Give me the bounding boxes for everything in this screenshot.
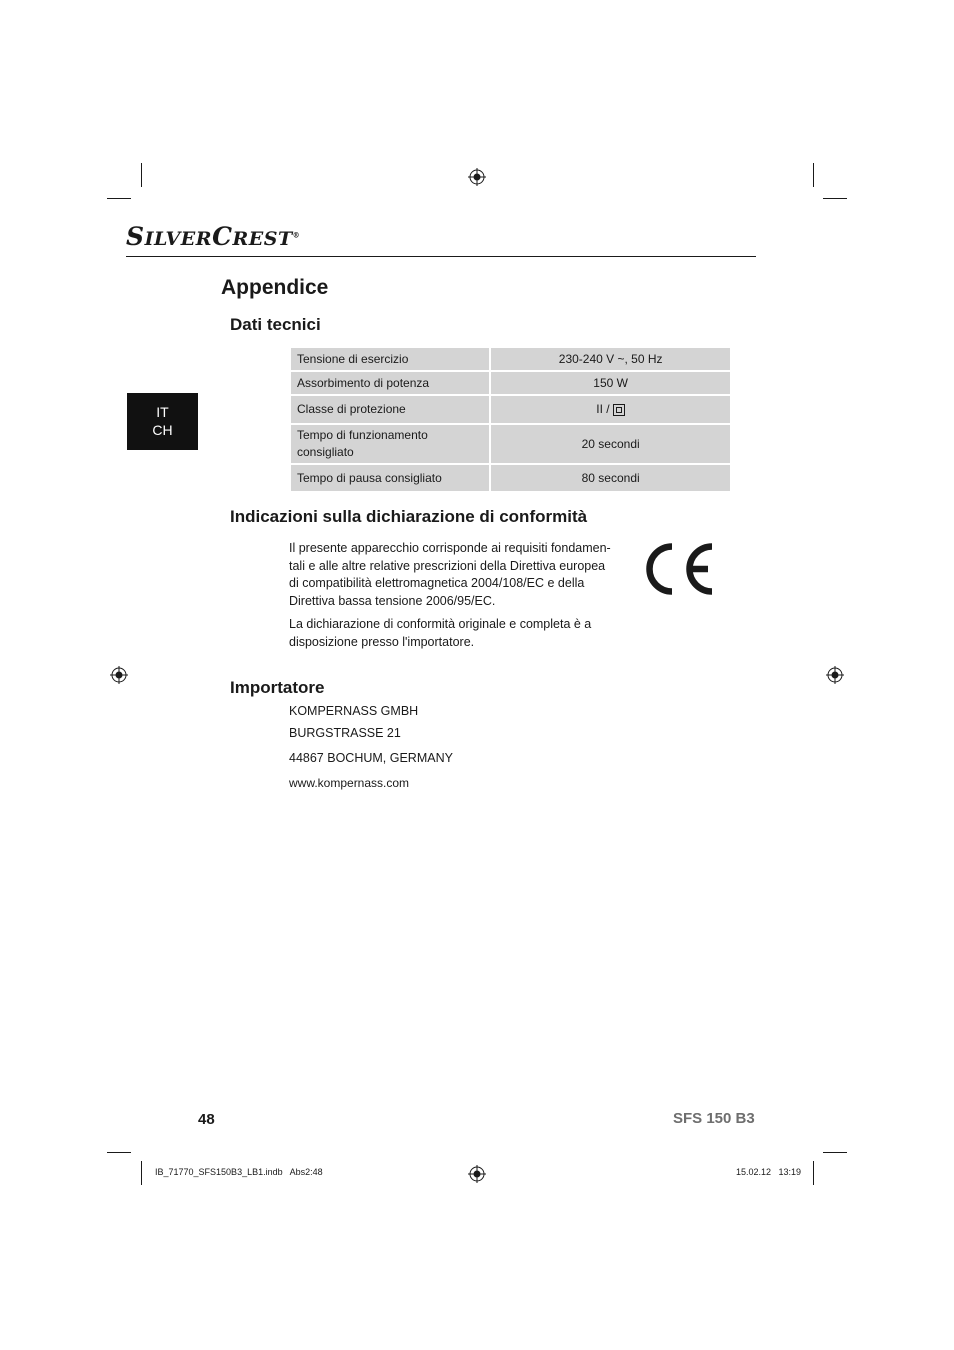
language-tab [127,393,198,450]
importer-city: 44867 BOCHUM, GERMANY [289,751,453,765]
registration-mark-icon [110,666,128,684]
spec-value-cell [490,395,731,424]
registration-mark-icon [826,666,844,684]
ce-mark-icon [641,543,717,595]
spec-label: Assorbimento di potenza [290,371,490,395]
table-row [290,347,731,371]
spec-value: 20 secondi [490,424,731,464]
registration-mark-icon [468,1165,486,1183]
page-title: Appendice [221,276,329,299]
table-row [290,464,731,492]
section-heading-technical-data: Dati tecnici [230,315,321,334]
spec-label: consigliato [297,445,354,459]
registration-mark-icon [468,168,486,186]
section-heading-conformity: Indicazioni sulla dichiarazione di conformità [230,507,588,526]
crop-mark [813,1161,814,1185]
language-code: CH [152,422,173,438]
file-info: IB_71770_SFS150B3_LB1.indb Abs2:48 [155,1167,323,1177]
conformity-paragraph: La dichiarazione di conformità originale e completa è a disposizione presso l'importatore. [289,617,592,649]
importer-street: BURGSTRASSE 21 [289,726,401,740]
conformity-paragraph: Il presente apparecchio corrisponde ai requisiti fondamen-tali e alle altre relative prescrizioni della Direttiva europea di compatibilità elettromagnetica 2004/108/EC e della Direttiva bassa tensione 2006/95/EC. [289,541,611,608]
crop-mark [813,163,814,187]
crop-mark [141,163,142,187]
protection-class-ii-icon [613,404,625,416]
spec-value: II / [596,402,610,416]
brand-logo: SILVERCREST® [126,222,301,251]
spec-label: Classe di protezione [290,395,490,424]
importer-name: KOMPERNASS GMBH [289,704,419,718]
spec-value: 150 W [490,371,731,395]
crop-mark [107,198,131,199]
spec-value: 80 secondi [490,464,731,492]
technical-data-table [289,346,732,493]
table-row [290,371,731,395]
section-heading-importer: Importatore [230,678,325,697]
table-row [290,395,731,424]
spec-label: Tensione di esercizio [290,347,490,371]
print-timestamp: 15.02.12 13:19 [736,1167,802,1177]
table-row [290,424,731,464]
spec-label-cell [290,424,490,464]
crop-mark [823,1152,847,1153]
importer-website: www.kompernass.com [289,776,410,790]
spec-label: Tempo di pausa consigliato [290,464,490,492]
header-rule [126,256,756,257]
crop-mark [141,1161,142,1185]
spec-label: Tempo di funzionamento [297,428,428,442]
crop-mark [823,198,847,199]
crop-mark [107,1152,131,1153]
page-number: 48 [198,1111,215,1128]
model-number: SFS 150 B3 [673,1110,755,1127]
language-code: IT [156,404,169,420]
spec-value: 230-240 V ~, 50 Hz [490,347,731,371]
